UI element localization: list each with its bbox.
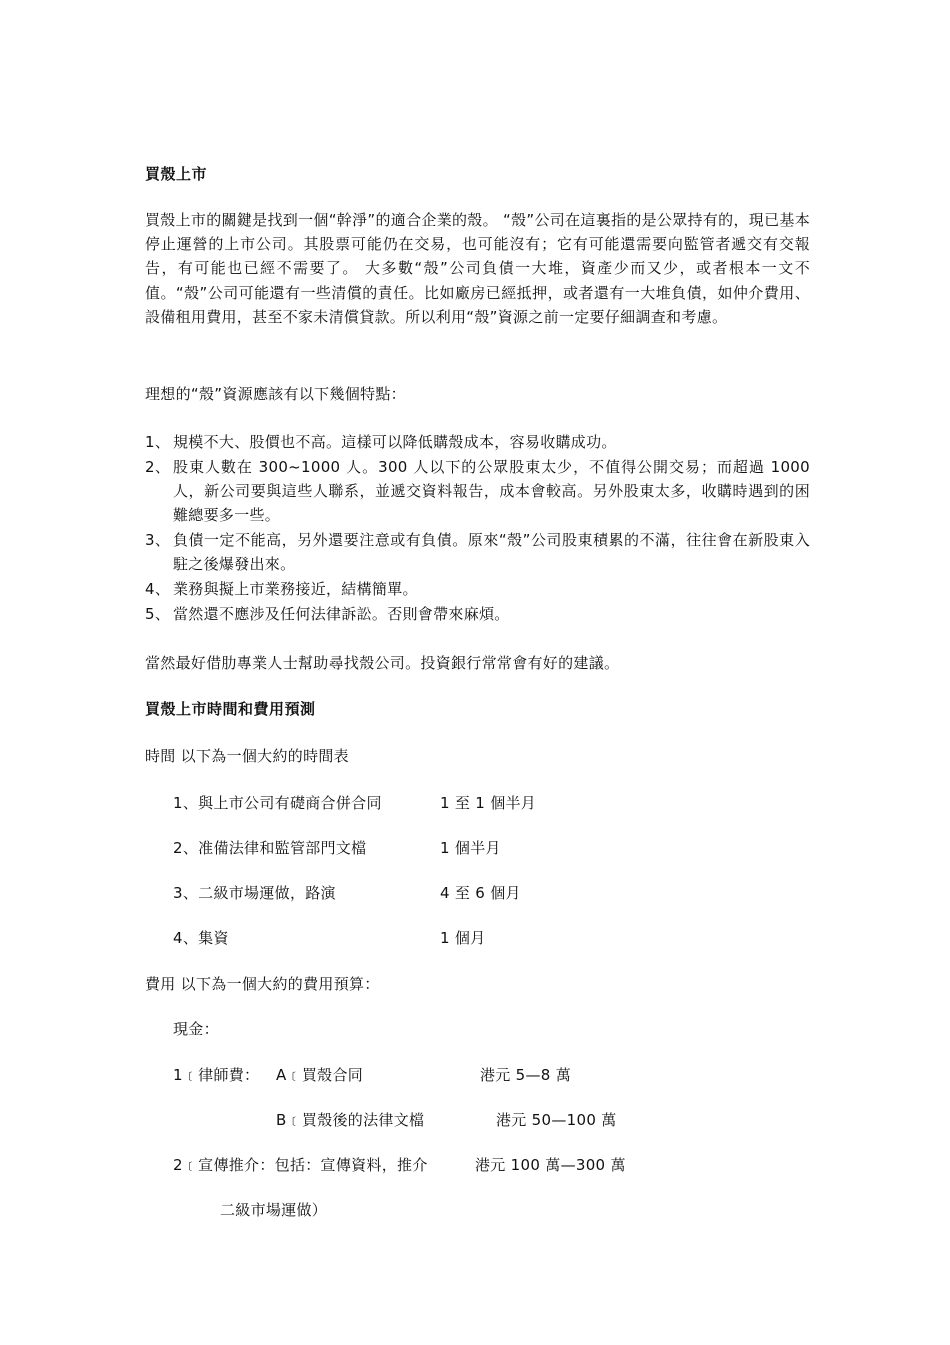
list-item bbox=[145, 528, 810, 576]
list-item-text: 規模不大、股價也不高。這樣可以降低購殼成本，容易收購成功。 bbox=[173, 433, 617, 451]
list-item-number: 3、 bbox=[145, 531, 171, 549]
timeline-duration: 4 至 6 個月 bbox=[440, 884, 521, 902]
time-intro: 時間 以下為一個大約的時間表 bbox=[145, 747, 349, 765]
list-item bbox=[145, 602, 810, 626]
list-item-text: 業務與擬上市業務接近，結構簡單。 bbox=[173, 580, 418, 598]
cost-item-lawyer: 1﹝律師費： bbox=[173, 1066, 260, 1084]
list-item-number: 4、 bbox=[145, 580, 171, 598]
list-item-number: 1、 bbox=[145, 433, 171, 451]
timeline-step: 1、與上市公司有礎商合併合同 bbox=[173, 794, 382, 812]
cost-subitem-b: B﹝買殼後的法律文檔 bbox=[276, 1111, 425, 1129]
cost-intro: 費用 以下為一個大約的費用預算： bbox=[145, 975, 380, 993]
list-item-number: 5、 bbox=[145, 605, 171, 623]
timeline-duration: 1 至 1 個半月 bbox=[440, 794, 537, 812]
cost-subitem-a: A﹝買殼合同 bbox=[276, 1066, 364, 1084]
cost-amount: 港元 50—100 萬 bbox=[496, 1111, 617, 1129]
intro-paragraph: 買殼上市的關鍵是找到一個“幹淨”的適合企業的殼。 “殼”公司在這裏指的是公眾持有的，現已基本停止運營的上市公司。其股票可能仍在交易，也可能沒有；它有可能還需要向監管者遞交有交報告，有可能也已經不需要了。 大多數“殼”公司負債一大堆，資產少而又少，或者根本一文不值。“殼”公司可能還有一些清償的責任。比如廠房已經抵押，或者還有一大堆負債，如仲介費用、設備租用費用，甚至不家未清償貸款。所以利用“殼”資源之前一定要仔細調查和考慮。 bbox=[145, 211, 810, 326]
list-item-number: 2、 bbox=[145, 458, 171, 476]
list-item-text: 當然還不應涉及任何法律訴訟。否則會帶來麻煩。 bbox=[173, 605, 510, 623]
features-intro: 理想的“殼”資源應該有以下幾個特點： bbox=[145, 385, 406, 403]
document-title: 買殼上市 bbox=[145, 165, 208, 183]
cost-item-promotion: 2﹝宣傳推介：包括：宣傳資料，推介 bbox=[173, 1156, 428, 1174]
cost-amount: 港元 5—8 萬 bbox=[480, 1066, 572, 1084]
advice-paragraph: 當然最好借肋專業人士幫助尋找殼公司。投資銀行常常會有好的建議。 bbox=[145, 654, 620, 672]
list-item bbox=[145, 455, 810, 528]
cash-label: 現金： bbox=[173, 1020, 219, 1038]
timeline-step: 3、二級市場運做，路演 bbox=[173, 884, 336, 902]
timeline-duration: 1 個半月 bbox=[440, 839, 501, 857]
timeline-step: 2、准備法律和監管部門文檔 bbox=[173, 839, 367, 857]
section-title: 買殼上市時間和費用預測 bbox=[145, 700, 316, 718]
timeline-duration: 1 個月 bbox=[440, 929, 486, 947]
cost-amount: 港元 100 萬—300 萬 bbox=[475, 1156, 626, 1174]
timeline-step: 4、集資 bbox=[173, 929, 229, 947]
list-item bbox=[145, 577, 810, 601]
cost-item-continuation: 二級市場運做） bbox=[220, 1201, 328, 1219]
list-item bbox=[145, 430, 810, 454]
list-item-text: 負債一定不能高，另外還要注意或有負債。原來“殼”公司股東積累的不滿，往往會在新股東入駐之後爆發出來。 bbox=[173, 531, 810, 574]
list-item-text: 股東人數在 300~1000 人。300 人以下的公眾股東太少，不值得公開交易；而超過 1000 人，新公司要與這些人聯系，並遞交資料報告，成本會較高。另外股東太多，收購時遇到的困難總要多一些。 bbox=[173, 458, 810, 525]
